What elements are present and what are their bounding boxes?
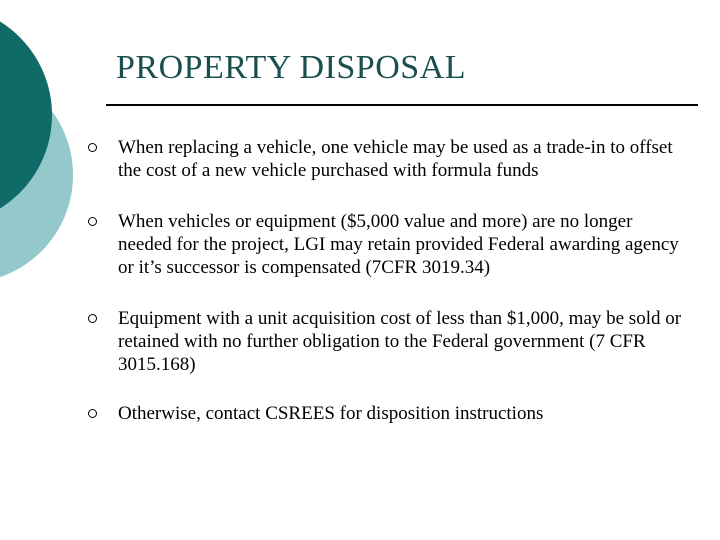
bullet-text: When vehicles or equipment ($5,000 value and more) are no longer needed for the project, LGI may retain provided Federal awarding agency or it’s successor is compensated (7CFR 3019.34) (118, 211, 679, 278)
bullet-text: Otherwise, contact CSREES for disposition instructions (118, 403, 544, 424)
bullet-list (88, 136, 688, 425)
bullet-item (88, 307, 688, 376)
slide-title: PROPERTY DISPOSAL (116, 49, 466, 86)
hollow-circle-bullet-icon (88, 314, 97, 323)
hollow-circle-bullet-icon (88, 143, 97, 152)
bullet-item (88, 402, 688, 425)
hollow-circle-bullet-icon (88, 217, 97, 226)
hollow-circle-bullet-icon (88, 409, 97, 418)
bullet-item (88, 136, 688, 182)
title-divider (106, 104, 698, 106)
bullet-text: Equipment with a unit acquisition cost of less than $1,000, may be sold or retained with no further obligation to the Federal government (7 CFR 3015.168) (118, 308, 682, 375)
bullet-item (88, 210, 688, 279)
bullet-text: When replacing a vehicle, one vehicle may be used as a trade-in to offset the cost of a new vehicle purchased with formula funds (118, 137, 673, 181)
